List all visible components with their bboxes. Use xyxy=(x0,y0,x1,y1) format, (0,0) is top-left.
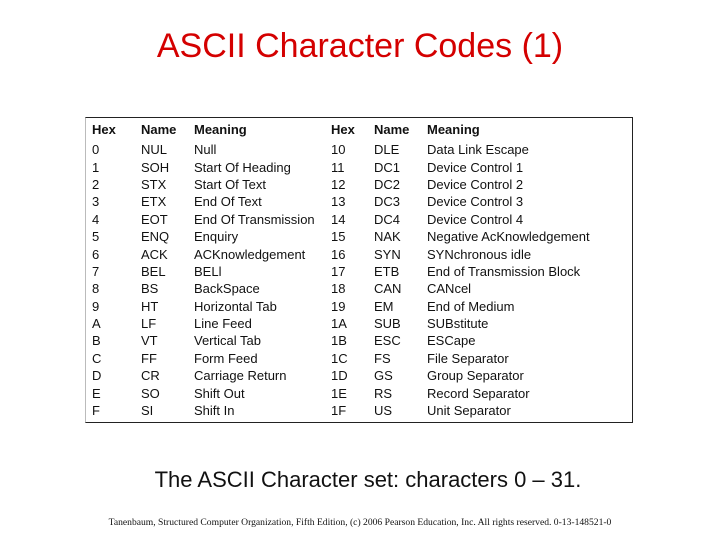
cell-hex: 17 xyxy=(331,263,346,279)
cell-hex: 2 xyxy=(92,176,100,192)
cell-name: ETB xyxy=(374,263,400,279)
table-row xyxy=(92,158,607,175)
cell-hex: E xyxy=(92,385,101,401)
cell-hex: 8 xyxy=(92,281,100,297)
cell-hex: 16 xyxy=(331,246,346,262)
cell-meaning: Device Control 4 xyxy=(427,211,524,227)
table-row xyxy=(92,332,607,349)
cell-name: SOH xyxy=(141,159,170,175)
cell-name: ESC xyxy=(374,333,401,349)
cell-name: STX xyxy=(141,176,167,192)
cell-name: ETX xyxy=(141,194,167,210)
cell-meaning: Device Control 3 xyxy=(427,194,524,210)
table-body xyxy=(92,141,607,419)
cell-name: FF xyxy=(141,350,157,366)
cell-meaning: SYNchronous idle xyxy=(427,246,532,262)
cell-hex: 13 xyxy=(331,194,346,210)
slide-title: ASCII Character Codes (1) xyxy=(156,27,564,65)
table-row xyxy=(92,280,607,297)
cell-name: SO xyxy=(141,385,160,401)
cell-hex: 4 xyxy=(92,211,100,227)
cell-name: BS xyxy=(141,281,159,297)
cell-meaning: Enquiry xyxy=(194,229,239,245)
header-hex: Hex xyxy=(92,122,116,137)
cell-meaning: SUBstitute xyxy=(427,316,489,332)
table-row xyxy=(92,211,607,228)
cell-meaning: ACKnowledgement xyxy=(194,246,306,262)
cell-meaning: Vertical Tab xyxy=(194,333,261,349)
cell-hex: 1D xyxy=(331,368,348,384)
cell-hex: 1B xyxy=(331,333,347,349)
header-name: Name xyxy=(141,122,177,137)
cell-hex: 1 xyxy=(92,159,100,175)
cell-name: ENQ xyxy=(141,229,170,245)
cell-hex: 19 xyxy=(331,298,346,314)
caption: The ASCII Character set: characters 0 – 31. xyxy=(154,467,582,492)
cell-name: RS xyxy=(374,385,393,401)
cell-meaning: End of Transmission Block xyxy=(427,263,581,279)
cell-meaning: ESCape xyxy=(427,333,476,349)
cell-hex: 1F xyxy=(331,403,347,419)
cell-name: DC2 xyxy=(374,176,401,192)
cell-meaning: Data Link Escape xyxy=(427,142,529,158)
cell-meaning: Record Separator xyxy=(427,385,530,401)
cell-name: HT xyxy=(141,298,159,314)
cell-name: SI xyxy=(141,403,154,419)
cell-meaning: Null xyxy=(194,142,217,158)
cell-name: ACK xyxy=(141,246,168,262)
cell-hex: 0 xyxy=(92,142,100,158)
cell-hex: 10 xyxy=(331,142,346,158)
cell-hex: 18 xyxy=(331,281,346,297)
cell-hex: A xyxy=(92,316,101,332)
table-row xyxy=(92,176,607,193)
cell-name: DLE xyxy=(374,142,400,158)
cell-hex: D xyxy=(92,368,102,384)
table-row xyxy=(92,245,607,262)
cell-meaning: BELl xyxy=(194,263,222,279)
cell-name: CR xyxy=(141,368,160,384)
header-hex: Hex xyxy=(331,122,355,137)
cell-meaning: End Of Text xyxy=(194,194,262,210)
cell-meaning: Negative AcKnowledgement xyxy=(427,229,590,245)
header-meaning: Meaning xyxy=(427,122,480,137)
header-name: Name xyxy=(374,122,410,137)
footer-citation: Tanenbaum, Structured Computer Organization, Fifth Edition, (c) 2006 Pearson Education, Inc. All rights reserved. 0-13-148521-0 xyxy=(108,517,612,528)
cell-hex: 3 xyxy=(92,194,100,210)
cell-name: GS xyxy=(374,368,393,384)
cell-hex: 11 xyxy=(331,159,345,175)
ascii-table xyxy=(92,121,607,419)
table-row xyxy=(92,384,607,401)
table-row xyxy=(92,228,607,245)
cell-hex: 1C xyxy=(331,350,348,366)
cell-hex: C xyxy=(92,350,102,366)
cell-name: SUB xyxy=(374,316,401,332)
table-row xyxy=(92,298,607,315)
cell-hex: 12 xyxy=(331,176,346,192)
table-row xyxy=(92,193,607,210)
cell-meaning: Carriage Return xyxy=(194,368,287,384)
cell-hex: 9 xyxy=(92,298,100,314)
cell-meaning: Unit Separator xyxy=(427,403,511,419)
cell-name: EM xyxy=(374,298,394,314)
cell-name: NUL xyxy=(141,142,168,158)
table-row xyxy=(92,367,607,384)
cell-meaning: Shift In xyxy=(194,403,235,419)
cell-hex: F xyxy=(92,403,100,419)
cell-name: CAN xyxy=(374,281,402,297)
cell-name: EOT xyxy=(141,211,168,227)
cell-meaning: Device Control 2 xyxy=(427,176,524,192)
cell-name: FS xyxy=(374,350,391,366)
table-row xyxy=(92,350,607,367)
cell-hex: 7 xyxy=(92,263,100,279)
cell-name: BEL xyxy=(141,263,166,279)
cell-meaning: Start Of Text xyxy=(194,176,267,192)
cell-name: DC1 xyxy=(374,159,401,175)
cell-meaning: Form Feed xyxy=(194,350,258,366)
cell-hex: B xyxy=(92,333,101,349)
cell-name: NAK xyxy=(374,229,401,245)
cell-meaning: File Separator xyxy=(427,350,509,366)
table-row xyxy=(92,315,607,332)
cell-name: DC3 xyxy=(374,194,401,210)
cell-meaning: Shift Out xyxy=(194,385,245,401)
header-meaning: Meaning xyxy=(194,122,247,137)
cell-meaning: End of Medium xyxy=(427,298,515,314)
cell-name: US xyxy=(374,403,393,419)
cell-name: SYN xyxy=(374,246,401,262)
cell-meaning: Line Feed xyxy=(194,316,252,332)
cell-hex: 14 xyxy=(331,211,346,227)
cell-meaning: CANcel xyxy=(427,281,472,297)
cell-hex: 1A xyxy=(331,316,347,332)
cell-hex: 6 xyxy=(92,246,100,262)
table-row xyxy=(92,263,607,280)
cell-meaning: Start Of Heading xyxy=(194,159,291,175)
cell-meaning: Device Control 1 xyxy=(427,159,524,175)
cell-name: VT xyxy=(141,333,158,349)
table-row xyxy=(92,402,607,419)
cell-name: DC4 xyxy=(374,211,401,227)
cell-meaning: Horizontal Tab xyxy=(194,298,277,314)
cell-meaning: BackSpace xyxy=(194,281,260,297)
table-header-row xyxy=(92,121,607,141)
cell-meaning: End Of Transmission xyxy=(194,211,315,227)
cell-meaning: Group Separator xyxy=(427,368,524,384)
cell-hex: 5 xyxy=(92,229,100,245)
table-row xyxy=(92,141,607,158)
cell-hex: 15 xyxy=(331,229,346,245)
cell-name: LF xyxy=(141,316,157,332)
cell-hex: 1E xyxy=(331,385,347,401)
